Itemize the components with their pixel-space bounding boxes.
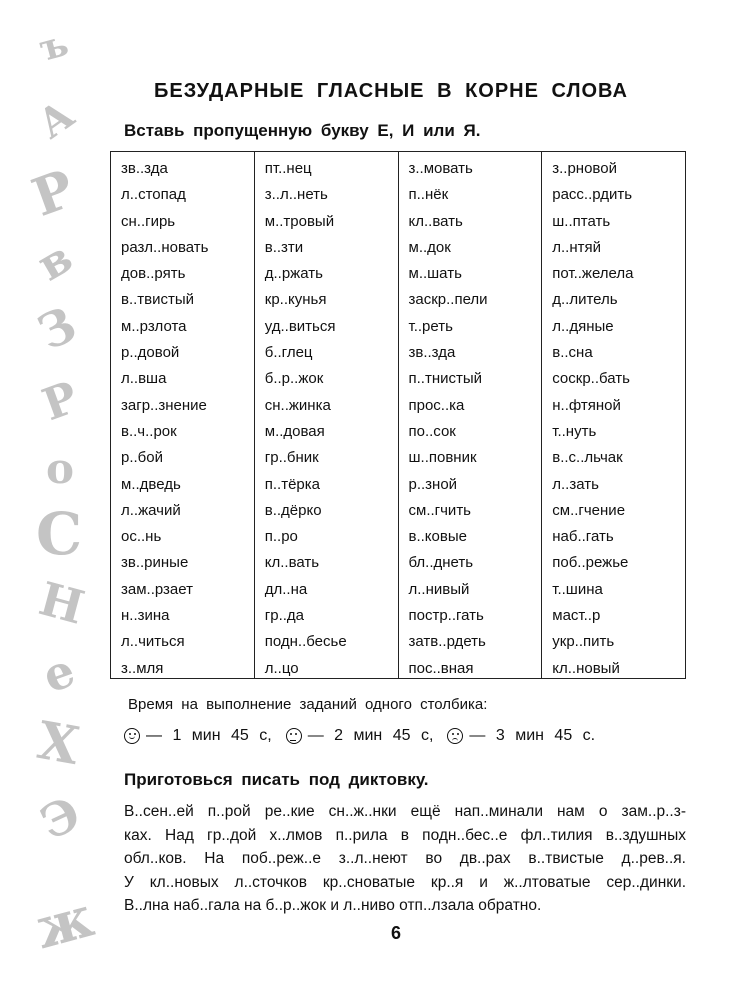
- word-cell: з..мля: [121, 659, 164, 677]
- word-cell: д..литель: [552, 291, 618, 309]
- word-cell: р..зной: [408, 475, 458, 493]
- word-cell: д..ржать: [264, 265, 323, 283]
- word-cell: постр..гать: [408, 607, 484, 625]
- word-column: [111, 152, 255, 678]
- word-cell: уд..виться: [264, 317, 336, 335]
- word-cell: расс..рдить: [552, 186, 633, 204]
- word-cell: р..довой: [121, 344, 180, 362]
- side-letter: Х: [33, 709, 84, 778]
- time-rating-slow: — 3 мин 45 с.: [469, 727, 596, 744]
- word-cell: н..зина: [121, 607, 170, 625]
- side-decoration: [0, 0, 110, 1001]
- word-cell: в..дёрко: [264, 501, 322, 519]
- word-cell: т..реть: [408, 317, 453, 335]
- side-letter: С: [36, 500, 83, 568]
- dictation-title: Приготовься писать под диктовку.: [124, 770, 429, 789]
- dictation-line: В..сен..ей п..рой ре..кие сн..ж..нки ещё нап..минали нам о зам..р..з-: [124, 803, 686, 820]
- word-cell: в..ковые: [408, 528, 467, 546]
- side-letter: Н: [33, 571, 90, 635]
- side-letter: е: [35, 642, 82, 704]
- word-table: [110, 151, 686, 679]
- page-title: БЕЗУДАРНЫЕ ГЛАСНЫЕ В КОРНЕ СЛОВА: [154, 80, 628, 102]
- word-cell: загр..знение: [121, 396, 207, 414]
- word-cell: подн..бесье: [264, 633, 347, 651]
- word-cell: ш..повник: [408, 449, 477, 467]
- word-cell: пот..желела: [552, 265, 634, 283]
- happy-face-icon: [124, 728, 140, 744]
- side-letter: Э: [32, 785, 89, 851]
- word-cell: разл..новать: [121, 238, 209, 256]
- dictation-line: У кл..новых л..сточков кр..сноватые кр..я и ж..лтоватые сер..динки.: [124, 873, 686, 891]
- word-cell: пт..нец: [264, 160, 312, 177]
- word-cell: укр..пить: [552, 633, 615, 651]
- word-cell: ш..птать: [552, 212, 611, 230]
- side-letter: о: [46, 444, 75, 493]
- word-column: [542, 152, 685, 678]
- word-cell: л..цо: [264, 659, 299, 677]
- exercise-instruction: Вставь пропущенную букву Е, И или Я.: [124, 121, 481, 140]
- word-cell: з..рновой: [552, 160, 617, 177]
- time-rating-ok: — 2 мин 45 с,: [307, 727, 434, 744]
- side-letter: в: [29, 231, 82, 292]
- word-cell: зам..рзает: [121, 580, 193, 598]
- dictation-line: В..лна наб..гала на б..р..жок и л..ниво отп..лзала обратно.: [124, 897, 542, 915]
- word-cell: пос..вная: [408, 659, 474, 677]
- side-letter: ъ: [35, 22, 73, 70]
- word-cell: бл..днеть: [408, 554, 474, 572]
- word-column: [255, 152, 399, 678]
- word-cell: в..зти: [264, 238, 304, 256]
- word-cell: п..ро: [264, 528, 298, 546]
- word-cell: гр..бник: [264, 449, 319, 467]
- word-cell: л..зать: [552, 475, 599, 493]
- dictation-line: ках. Над гр..дой х..лмов п..рила в подн..бес..е фл..тилия в..здушных: [124, 826, 686, 844]
- word-cell: л..стопад: [121, 186, 186, 204]
- word-cell: см..гчить: [408, 501, 471, 519]
- word-cell: прос..ка: [408, 396, 465, 414]
- word-cell: м..довая: [264, 422, 325, 440]
- word-cell: п..нёк: [408, 186, 449, 204]
- page-number: 6: [390, 923, 401, 943]
- word-cell: в..сна: [552, 344, 593, 362]
- word-cell: см..гчение: [552, 501, 626, 519]
- sad-face-icon: [447, 728, 463, 744]
- word-cell: маст..р: [552, 607, 601, 625]
- word-cell: кл..вать: [408, 212, 463, 230]
- word-cell: наб..гать: [552, 528, 614, 546]
- word-column: [399, 152, 543, 678]
- time-limit-label: Время на выполнение заданий одного столбика:: [128, 696, 488, 713]
- word-cell: б..р..жок: [264, 370, 324, 388]
- word-cell: дов..рять: [121, 265, 186, 283]
- time-ratings: [124, 727, 609, 745]
- side-letter: Р: [24, 158, 83, 229]
- word-cell: т..шина: [552, 580, 603, 598]
- word-cell: т..нуть: [552, 422, 597, 440]
- word-cell: зв..зда: [408, 344, 456, 362]
- word-cell: л..жачий: [121, 501, 181, 519]
- word-cell: м..рзлота: [121, 317, 187, 335]
- word-cell: б..глец: [264, 344, 313, 362]
- word-cell: затв..рдеть: [408, 633, 486, 651]
- word-cell: кр..кунья: [264, 291, 327, 309]
- side-letter: Р: [36, 371, 85, 432]
- word-cell: з..л..неть: [264, 186, 328, 204]
- side-letter: А: [29, 90, 83, 149]
- word-cell: л..нтяй: [552, 238, 601, 256]
- word-cell: л..дяные: [552, 317, 614, 335]
- word-cell: р..бой: [121, 449, 163, 467]
- word-cell: по..сок: [408, 422, 456, 440]
- word-cell: м..тровый: [264, 212, 335, 230]
- word-cell: м..док: [408, 238, 451, 256]
- word-cell: соскр..бать: [552, 370, 630, 388]
- side-letter: З: [29, 296, 85, 362]
- word-cell: в..твистый: [121, 291, 195, 309]
- word-cell: м..шать: [408, 265, 462, 283]
- dictation-line: обл..ков. На поб..реж..е з..л..неют во дв..рах в..твистые д..рев..я.: [124, 850, 686, 868]
- word-cell: заскр..пели: [408, 291, 488, 309]
- word-cell: з..мовать: [408, 160, 473, 177]
- neutral-face-icon: [286, 728, 302, 744]
- word-cell: н..фтяной: [552, 396, 621, 414]
- word-cell: дл..на: [264, 580, 308, 598]
- word-cell: зв..зда: [121, 160, 168, 177]
- word-cell: поб..режье: [552, 554, 629, 572]
- dictation-text: [124, 800, 686, 918]
- word-cell: л..вша: [121, 370, 167, 388]
- word-cell: в..с..льчак: [552, 449, 623, 467]
- word-cell: сн..жинка: [264, 396, 331, 414]
- word-cell: м..дведь: [121, 475, 181, 493]
- word-cell: л..нивый: [408, 580, 470, 598]
- word-cell: зв..риные: [121, 554, 189, 572]
- word-cell: сн..гирь: [121, 212, 176, 230]
- word-cell: л..читься: [121, 633, 185, 651]
- time-rating-good: — 1 мин 45 с,: [146, 727, 272, 744]
- side-letter: ж: [28, 883, 101, 963]
- word-cell: кл..вать: [264, 554, 320, 572]
- word-cell: п..тнистый: [408, 370, 483, 388]
- word-cell: в..ч..рок: [121, 422, 177, 440]
- word-cell: п..тёрка: [264, 475, 320, 493]
- word-cell: ос..нь: [121, 528, 162, 546]
- word-cell: гр..да: [264, 607, 304, 625]
- word-cell: кл..новый: [552, 659, 620, 677]
